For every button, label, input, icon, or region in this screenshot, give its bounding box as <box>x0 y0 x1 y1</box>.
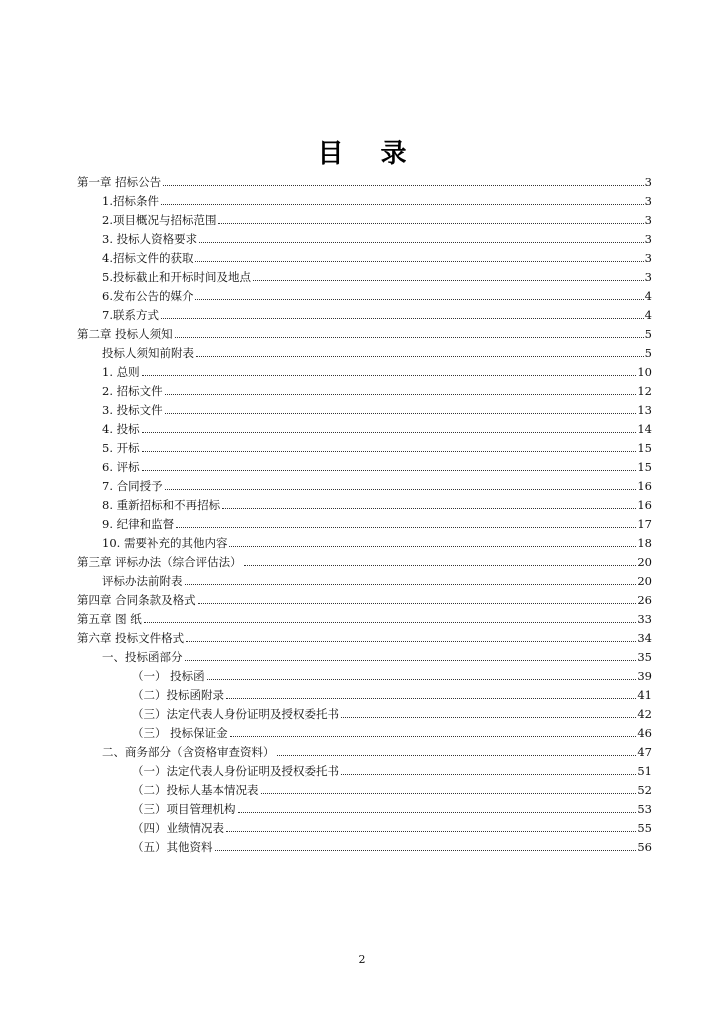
toc-dot-leader <box>144 621 637 623</box>
toc-entry[interactable] <box>102 741 652 759</box>
toc-entry-page-number: 5 <box>644 346 652 360</box>
toc-entry[interactable] <box>102 437 652 455</box>
toc-dot-leader <box>142 374 637 376</box>
toc-entry-page-number: 52 <box>637 783 652 797</box>
toc-entry-page-number: 15 <box>637 460 652 474</box>
toc-entry[interactable] <box>132 684 652 702</box>
toc-entry-label: 投标人须知前附表 <box>102 346 194 360</box>
toc-entry-label: 第三章 评标办法（综合评估法） <box>77 555 242 569</box>
toc-dot-leader <box>341 773 636 775</box>
toc-entry[interactable] <box>132 779 652 797</box>
toc-entry-label: 1. 总则 <box>102 365 140 379</box>
toc-entry[interactable] <box>102 418 652 436</box>
toc-entry-page-number: 56 <box>637 840 652 854</box>
toc-entry[interactable] <box>132 836 652 854</box>
toc-entry-page-number: 41 <box>637 688 652 702</box>
toc-entry-page-number: 5 <box>644 327 652 341</box>
toc-entry-label: 评标办法前附表 <box>102 574 183 588</box>
toc-entry-label: 第一章 招标公告 <box>77 175 162 189</box>
toc-dot-leader <box>195 298 643 300</box>
toc-entry-label: 9. 纪律和监督 <box>102 517 175 531</box>
toc-entry[interactable] <box>102 209 652 227</box>
toc-entry-label: 2.项目概况与招标范围 <box>102 213 217 227</box>
toc-entry-page-number: 51 <box>637 764 652 778</box>
toc-dot-leader <box>161 317 644 319</box>
toc-entry-page-number: 55 <box>637 821 652 835</box>
toc-entry-label: 第四章 合同条款及格式 <box>77 593 196 607</box>
toc-dot-leader <box>244 564 637 566</box>
toc-entry[interactable] <box>102 190 652 208</box>
toc-entry-label: 3. 投标人资格要求 <box>102 232 198 246</box>
toc-entry[interactable] <box>102 475 652 493</box>
toc-dot-leader <box>142 469 637 471</box>
toc-entry-label: 4. 投标 <box>102 422 140 436</box>
toc-entry[interactable] <box>132 817 652 835</box>
toc-entry-page-number: 12 <box>637 384 652 398</box>
toc-entry-label: 7.联系方式 <box>102 308 159 322</box>
toc-entry[interactable] <box>102 532 652 550</box>
toc-dot-leader <box>196 355 644 357</box>
toc-entry[interactable] <box>102 266 652 284</box>
toc-entry[interactable] <box>132 798 652 816</box>
toc-dot-leader <box>238 811 637 813</box>
toc-entry-page-number: 3 <box>644 232 652 246</box>
toc-dot-leader <box>222 507 636 509</box>
toc-entry-page-number: 26 <box>637 593 652 607</box>
toc-dot-leader <box>207 678 637 680</box>
toc-entry[interactable] <box>102 456 652 474</box>
toc-entry-label: （三） 投标保证金 <box>132 726 228 740</box>
toc-dot-leader <box>218 222 643 224</box>
toc-entry-page-number: 16 <box>637 498 652 512</box>
toc-entry-label: 一、投标函部分 <box>102 650 183 664</box>
toc-entry-label: 第五章 图 纸 <box>77 612 142 626</box>
toc-entry-page-number: 34 <box>637 631 652 645</box>
toc-entry-label: 5. 开标 <box>102 441 140 455</box>
toc-entry[interactable] <box>77 551 652 569</box>
toc-entry-page-number: 53 <box>637 802 652 816</box>
toc-dot-leader <box>185 659 637 661</box>
toc-entry[interactable] <box>102 513 652 531</box>
toc-entry[interactable] <box>77 323 652 341</box>
toc-entry[interactable] <box>102 494 652 512</box>
toc-entry-label: 6. 评标 <box>102 460 140 474</box>
toc-entry-page-number: 47 <box>637 745 652 759</box>
toc-dot-leader <box>163 184 644 186</box>
toc-dot-leader <box>198 602 637 604</box>
toc-entry[interactable] <box>77 627 652 645</box>
toc-dot-leader <box>230 735 637 737</box>
toc-entry-label: 5.投标截止和开标时间及地点 <box>102 270 251 284</box>
toc-dot-leader <box>176 526 636 528</box>
page-number: 2 <box>358 953 366 966</box>
toc-entry-page-number: 35 <box>637 650 652 664</box>
toc-dot-leader <box>253 279 644 281</box>
toc-dot-leader <box>226 697 636 699</box>
toc-dot-leader <box>142 431 637 433</box>
toc-entry[interactable] <box>102 361 652 379</box>
toc-entry[interactable] <box>77 589 652 607</box>
toc-dot-leader <box>161 203 644 205</box>
toc-entry-label: 4.招标文件的获取 <box>102 251 194 265</box>
toc-entry-page-number: 17 <box>637 517 652 531</box>
toc-entry-page-number: 15 <box>637 441 652 455</box>
toc-dot-leader <box>165 393 637 395</box>
toc-title: 目 录 <box>317 139 421 169</box>
toc-dot-leader <box>142 450 637 452</box>
toc-entry-page-number: 3 <box>644 175 652 189</box>
toc-dot-leader <box>199 241 644 243</box>
toc-entry-label: 6.发布公告的媒介 <box>102 289 194 303</box>
toc-entry-label: （二）投标人基本情况表 <box>132 783 259 797</box>
toc-entry[interactable] <box>132 760 652 778</box>
toc-entry-page-number: 13 <box>637 403 652 417</box>
toc-dot-leader <box>277 754 637 756</box>
toc-entry-label: （三）项目管理机构 <box>132 802 236 816</box>
toc-entry-label: 7. 合同授予 <box>102 479 163 493</box>
toc-entry-label: 第二章 投标人须知 <box>77 327 173 341</box>
toc-entry-page-number: 10 <box>637 365 652 379</box>
toc-entry[interactable] <box>102 380 652 398</box>
toc-dot-leader <box>165 488 637 490</box>
toc-dot-leader <box>186 640 636 642</box>
toc-entry-label: 二、商务部分（含资格审查资料） <box>102 745 275 759</box>
toc-entry-page-number: 3 <box>644 194 652 208</box>
toc-entry[interactable] <box>102 646 652 664</box>
toc-entry-label: 2. 招标文件 <box>102 384 163 398</box>
toc-entry[interactable] <box>102 399 652 417</box>
toc-entry-page-number: 4 <box>644 289 652 303</box>
toc-entry-label: 3. 投标文件 <box>102 403 163 417</box>
toc-dot-leader <box>195 260 643 262</box>
toc-dot-leader <box>175 336 644 338</box>
toc-entry-label: 1.招标条件 <box>102 194 159 208</box>
toc-dot-leader <box>341 716 636 718</box>
toc-entry[interactable] <box>102 304 652 322</box>
toc-entry[interactable] <box>132 703 652 721</box>
toc-dot-leader <box>185 583 637 585</box>
toc-entry-page-number: 18 <box>637 536 652 550</box>
toc-entry-label: （四）业绩情况表 <box>132 821 224 835</box>
toc-entry-page-number: 39 <box>637 669 652 683</box>
toc-entry[interactable] <box>132 722 652 740</box>
toc-dot-leader <box>226 830 636 832</box>
toc-entry-label: （一）法定代表人身份证明及授权委托书 <box>132 764 339 778</box>
toc-entry-label: （五）其他资料 <box>132 840 213 854</box>
toc-dot-leader <box>165 412 637 414</box>
toc-entry-page-number: 33 <box>637 612 652 626</box>
toc-entry[interactable] <box>77 608 652 626</box>
toc-entry-page-number: 3 <box>644 251 652 265</box>
toc-entry-page-number: 16 <box>637 479 652 493</box>
toc-entry-page-number: 20 <box>637 574 652 588</box>
toc-entry-label: 10. 需要补充的其他内容 <box>102 536 228 550</box>
toc-entry-page-number: 4 <box>644 308 652 322</box>
toc-entry-label: 8. 重新招标和不再招标 <box>102 498 221 512</box>
toc-entry-page-number: 3 <box>644 270 652 284</box>
toc-dot-leader <box>229 545 636 547</box>
toc-entry[interactable] <box>77 171 652 189</box>
toc-dot-leader <box>261 792 637 794</box>
toc-entry-page-number: 42 <box>637 707 652 721</box>
toc-entry-page-number: 3 <box>644 213 652 227</box>
toc-entry[interactable] <box>102 342 652 360</box>
toc-entry-page-number: 46 <box>637 726 652 740</box>
toc-entry-page-number: 14 <box>637 422 652 436</box>
toc-entry[interactable] <box>102 228 652 246</box>
toc-dot-leader <box>215 849 637 851</box>
toc-entry[interactable] <box>102 570 652 588</box>
toc-entry-page-number: 20 <box>637 555 652 569</box>
toc-entry-label: （三）法定代表人身份证明及授权委托书 <box>132 707 339 721</box>
toc-entry-label: （一） 投标函 <box>132 669 205 683</box>
toc-entry-label: （二）投标函附录 <box>132 688 224 702</box>
toc-entry[interactable] <box>132 665 652 683</box>
toc-entry[interactable] <box>102 285 652 303</box>
toc-entry[interactable] <box>102 247 652 265</box>
toc-entry-label: 第六章 投标文件格式 <box>77 631 185 645</box>
